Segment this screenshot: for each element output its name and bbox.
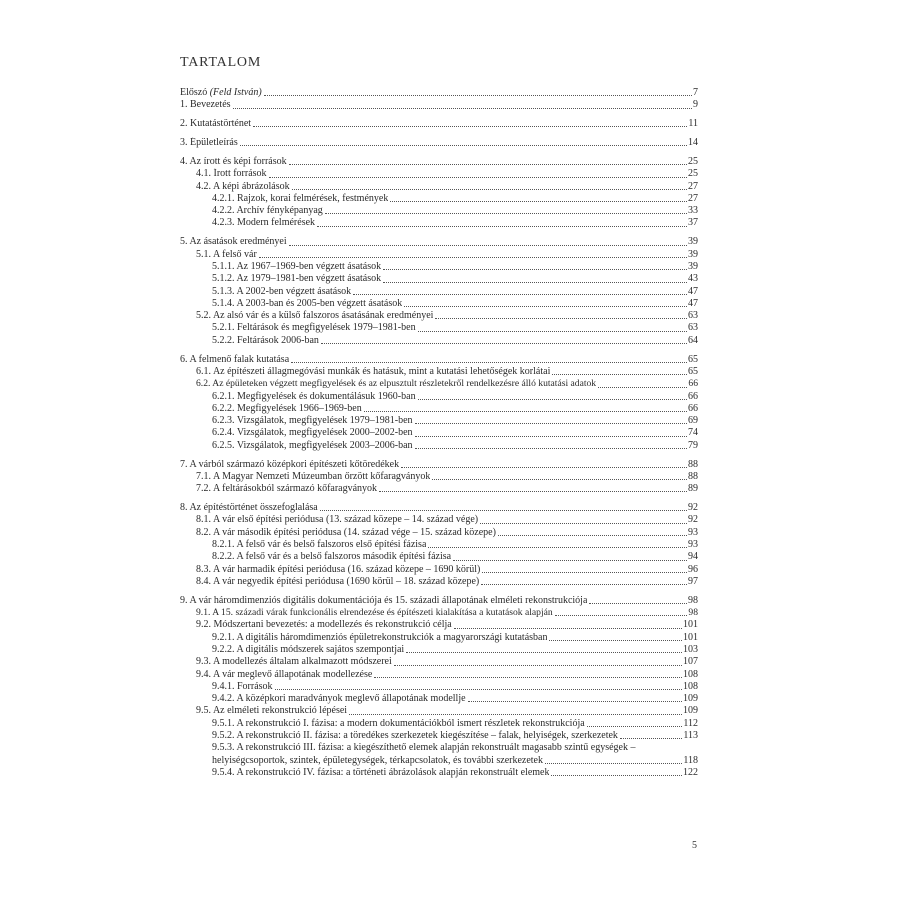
toc-entry-title: 9.2. Módszertani bevezetés: a modellezés és rekonstrukció célja (196, 619, 452, 631)
toc-entry-page: 109 (683, 693, 698, 705)
toc-entry[interactable] (180, 705, 698, 717)
toc-entry-title: 4.2.2. Archív fényképanyag (212, 205, 323, 217)
toc-entry[interactable] (180, 137, 698, 149)
toc-entry-page: 89 (688, 483, 698, 495)
toc-entry-page: 92 (688, 502, 698, 514)
toc-entry-page: 63 (688, 310, 698, 322)
toc-entry[interactable] (180, 730, 698, 742)
toc-entry-title: 8.2.1. A felső vár és belső falszoros első építési fázisa (212, 538, 427, 550)
toc-entry[interactable] (180, 644, 698, 656)
toc-entry[interactable] (180, 471, 698, 483)
toc-entry-page: 14 (688, 137, 698, 149)
toc-entry-page: 7 (693, 87, 698, 98)
toc-entry-title: 4. Az írott és képi források (180, 155, 287, 167)
dot-leader (325, 213, 687, 214)
toc-entry-title: 5.1.4. A 2003-ban és 2005-ben végzett ásatások (212, 297, 403, 309)
dot-leader (415, 436, 687, 437)
toc-entry[interactable] (180, 576, 698, 588)
toc-entry-title: 6.2.1. Megfigyelések és dokumentálásuk 1960-ban (212, 390, 416, 402)
dot-leader (240, 145, 687, 146)
toc-entry-title: 6.2.4. Vizsgálatok, megfigyelések 2000–2002-ben (212, 427, 413, 439)
toc-entry[interactable] (180, 595, 698, 607)
toc-entry[interactable] (180, 767, 698, 779)
toc-entry-title: 8.1. A vár első építési periódusa (13. század közepe – 14. század vége) (196, 514, 479, 526)
toc-entry-title: 9.2.1. A digitális háromdimenziós épületrekonstrukciók a magyarországi kutatásban (212, 631, 548, 643)
dot-leader (404, 306, 687, 307)
toc-entry-page: 109 (683, 705, 698, 717)
dot-leader (468, 701, 682, 702)
toc-entry-line (180, 742, 698, 754)
toc-entry[interactable] (180, 693, 698, 705)
toc-entry-page: 65 (688, 353, 698, 365)
dot-leader (317, 226, 687, 227)
toc-entry-title: 6.2. Az épületeken végzett megfigyelések és az elpusztult részletekről rendelkezésre álló kutatási adatok (196, 378, 597, 390)
dot-leader (418, 399, 687, 400)
dot-leader (480, 523, 687, 524)
dot-leader (551, 775, 682, 776)
toc-entry-page: 63 (688, 322, 698, 334)
toc-entry-page: 118 (683, 754, 698, 766)
toc-entry[interactable] (180, 236, 698, 248)
dot-leader (415, 423, 687, 424)
toc-entry-title: 3. Épületleírás (180, 137, 238, 149)
toc-entry-title: 9.3. A modellezés általam alkalmazott módszerei (196, 656, 392, 668)
toc-entry[interactable] (180, 514, 698, 526)
toc-entry[interactable] (180, 168, 698, 180)
dot-leader (454, 628, 682, 629)
dot-leader (482, 572, 687, 573)
dot-leader (418, 331, 687, 332)
toc-entry-title: 2. Kutatástörténet (180, 118, 252, 130)
toc-entry-title: 4.2.3. Modern felmérések (212, 217, 316, 229)
toc-entry[interactable] (180, 286, 698, 298)
toc-entry-page: 98 (688, 607, 698, 619)
toc-entry-page: 97 (688, 575, 698, 587)
page-heading: TARTALOM (180, 55, 262, 70)
toc-entry-page: 122 (683, 766, 698, 778)
toc-entry[interactable] (180, 249, 698, 261)
dot-leader (498, 535, 687, 536)
dot-leader (435, 318, 687, 319)
toc-entry[interactable] (180, 273, 698, 285)
toc-entry[interactable] (180, 217, 698, 229)
toc-entry-page: 88 (688, 470, 698, 482)
dot-leader (549, 640, 682, 641)
toc-entry-page: 94 (688, 551, 698, 563)
toc-entry[interactable] (180, 261, 698, 273)
dot-leader (291, 362, 687, 363)
toc-entry-title: 8.3. A vár harmadik építési periódusa (16. század közepe – 1690 körül) (196, 563, 481, 575)
toc-entry-title: 5.1. A felső vár (196, 248, 257, 260)
toc-entry[interactable] (180, 502, 698, 514)
toc-entry[interactable] (180, 656, 698, 668)
toc-entry-page: 79 (688, 439, 698, 451)
page-number: 5 (692, 840, 697, 851)
toc-entry-title: 7. A várból származó középkori építészeti kőtöredékek (180, 458, 400, 470)
toc-entry[interactable] (180, 527, 698, 539)
toc-entry[interactable] (180, 607, 698, 619)
toc-entry-title: 9.5.4. A rekonstrukció IV. fázisa: a történeti ábrázolások alapján rekonstruált elemek (212, 766, 550, 778)
toc-entry[interactable] (180, 440, 698, 452)
toc-entry[interactable] (180, 755, 698, 767)
toc-entry[interactable] (180, 205, 698, 217)
toc-entry[interactable] (180, 669, 698, 681)
toc-entry-page: 47 (688, 297, 698, 309)
toc-entry-title: 4.2.1. Rajzok, korai felmérések, festmények (212, 192, 389, 204)
dot-leader (598, 387, 687, 388)
toc-entry[interactable] (180, 310, 698, 322)
toc-entry-page: 47 (688, 285, 698, 297)
toc-entry[interactable] (180, 87, 698, 99)
dot-leader (349, 714, 682, 715)
dot-leader (587, 726, 683, 727)
toc-entry-title: 9.5. Az elméleti rekonstrukció lépései (196, 705, 348, 717)
toc-entry-page: 25 (688, 155, 698, 167)
toc-entry[interactable] (180, 718, 698, 730)
toc-entry-page: 93 (688, 538, 698, 550)
toc-entry-title: 5.1.2. Az 1979–1981-ben végzett ásatások (212, 273, 382, 285)
toc-entry-title: 5.2. Az alsó vár és a külső falszoros ásatásának eredményei (196, 310, 434, 322)
toc-entry-page: 108 (683, 668, 698, 680)
toc-entry-title: 5.1.1. Az 1967–1969-ben végzett ásatások (212, 260, 382, 272)
toc-entry-title: 9.4. A vár meglevő állapotának modellezése (196, 668, 373, 680)
toc-entry-page: 98 (688, 594, 698, 606)
toc-entry-page: 88 (688, 458, 698, 470)
toc-entry[interactable] (180, 427, 698, 439)
dot-leader (269, 177, 687, 178)
dot-leader (292, 189, 687, 190)
dot-leader (406, 652, 682, 653)
dot-leader (401, 467, 687, 468)
toc-entry-page: 69 (688, 415, 698, 427)
toc-entry[interactable] (180, 403, 698, 415)
dot-leader (552, 374, 687, 375)
toc-entry-page: 39 (688, 260, 698, 272)
toc-entry-title: helyiségcsoportok, szintek, épületegységek, térkapcsolatok, és további szerkezetek (212, 754, 543, 766)
toc-entry[interactable] (180, 354, 698, 366)
toc-entry-page: 37 (688, 217, 698, 229)
toc-entry-page: 74 (688, 427, 698, 439)
dot-leader (289, 245, 687, 246)
toc-entry-title: 5.1.3. A 2002-ben végzett ásatások (212, 285, 352, 297)
toc-entry[interactable] (180, 156, 698, 168)
toc-entry[interactable] (180, 483, 698, 495)
toc-entry-page: 66 (688, 402, 698, 414)
dot-leader (320, 510, 687, 511)
dot-leader (379, 491, 687, 492)
table-of-contents (180, 87, 698, 779)
toc-entry-title: 7.1. A Magyar Nemzeti Múzeumban őrzött kőfaragványok (196, 470, 431, 482)
toc-entry-page: 101 (683, 619, 698, 631)
toc-entry[interactable] (180, 99, 698, 111)
dot-leader (394, 665, 682, 666)
toc-entry-title: 5. Az ásatások eredményei (180, 236, 287, 248)
toc-entry-page: 93 (688, 526, 698, 538)
toc-entry-title: 6.2.2. Megfigyelések 1966–1969-ben (212, 402, 362, 414)
toc-entry-page: 103 (683, 643, 698, 655)
dot-leader (264, 95, 692, 96)
dot-leader (383, 269, 687, 270)
toc-entry[interactable] (180, 632, 698, 644)
toc-entry[interactable] (180, 378, 698, 390)
dot-leader (390, 201, 687, 202)
toc-entry-page: 43 (688, 273, 698, 285)
dot-leader (555, 615, 688, 616)
toc-entry-page: 101 (683, 631, 698, 643)
toc-entry-page: 27 (688, 192, 698, 204)
toc-entry-title: 9.1. A 15. századi várak funkcionális elrendezése és építészeti kialakítása a kutatások alapján (196, 607, 553, 619)
toc-entry-title: 7.2. A feltárásokból származó kőfaragványok (196, 483, 378, 495)
dot-leader (289, 164, 687, 165)
toc-entry[interactable] (180, 681, 698, 693)
toc-entry-page: 64 (688, 334, 698, 346)
dot-leader (620, 738, 682, 739)
toc-entry-title: 5.2.1. Feltárások és megfigyelések 1979–1981-ben (212, 322, 416, 334)
toc-entry[interactable] (180, 619, 698, 631)
toc-entry-page: 108 (683, 680, 698, 692)
toc-entry-title: 8.4. A vár negyedik építési periódusa (1690 körül – 18. század közepe) (196, 575, 480, 587)
toc-entry-page: 113 (683, 730, 698, 741)
toc-entry-page: 107 (683, 656, 698, 668)
toc-entry-title: 8.2. A vár második építési periódusa (14. század vége – 15. század közepe) (196, 526, 496, 538)
dot-leader (364, 411, 687, 412)
dot-leader (275, 689, 682, 690)
toc-entry-page: 65 (688, 365, 698, 377)
toc-entry[interactable] (180, 193, 698, 205)
toc-entry-title: 6.2.3. Vizsgálatok, megfigyelések 1979–1981-ben (212, 415, 413, 427)
toc-entry-page: 33 (688, 205, 698, 217)
dot-leader (233, 108, 692, 109)
dot-leader (428, 547, 687, 548)
toc-entry-title: 9.5.3. A rekonstrukció III. fázisa: a kiegészíthető elemek alapján rekonstruált magasabb szintű egységek – (212, 742, 636, 754)
toc-entry[interactable] (180, 539, 698, 551)
toc-entry-page: 112 (683, 717, 698, 729)
toc-entry[interactable] (180, 118, 698, 130)
toc-entry-page: 92 (688, 514, 698, 526)
toc-entry[interactable] (180, 415, 698, 427)
dot-leader (259, 257, 687, 258)
toc-entry-title: 9. A vár háromdimenziós digitális dokumentációja és 15. századi állapotának elméleti rekonstrukciója (180, 594, 588, 606)
toc-entry[interactable] (180, 366, 698, 378)
toc-entry-title: Előszó (Feld István) (180, 87, 262, 98)
toc-entry[interactable] (180, 551, 698, 563)
toc-entry[interactable] (180, 459, 698, 471)
toc-entry-page: 25 (688, 168, 698, 180)
dot-leader (415, 448, 687, 449)
toc-entry-page: 27 (688, 180, 698, 192)
toc-entry-page: 66 (688, 378, 698, 390)
toc-entry-title: 1. Bevezetés (180, 99, 231, 111)
toc-entry[interactable] (180, 335, 698, 347)
dot-leader (545, 763, 682, 764)
dot-leader (374, 677, 682, 678)
toc-entry-title: 4.1. Írott források (196, 168, 267, 180)
toc-entry[interactable] (180, 564, 698, 576)
dot-leader (481, 584, 687, 585)
toc-entry-page: 11 (688, 118, 698, 130)
toc-entry-title: 9.4.2. A középkori maradványok meglevő állapotának modellje (212, 693, 466, 705)
toc-entry[interactable] (180, 298, 698, 310)
toc-entry-title: 5.2.2. Feltárások 2006-ban (212, 334, 319, 346)
toc-entry[interactable] (180, 391, 698, 403)
toc-entry-title: 8.2.2. A felső vár és a belső falszoros második építési fázisa (212, 551, 452, 563)
toc-entry-page: 39 (688, 248, 698, 260)
toc-entry-title: 6.1. Az építészeti állagmegóvási munkák és hatásuk, mint a kutatási lehetőségek korlátai (196, 365, 551, 377)
dot-leader (383, 282, 687, 283)
dot-leader (353, 294, 687, 295)
toc-entry-page: 96 (688, 563, 698, 575)
toc-entry-page: 9 (693, 99, 698, 111)
toc-entry-title: 9.5.1. A rekonstrukció I. fázisa: a modern dokumentációkból ismert részletek rekonstrukciója (212, 717, 585, 729)
toc-entry-title: 4.2. A képi ábrázolások (196, 180, 290, 192)
toc-entry-page: 39 (688, 236, 698, 248)
toc-entry-title: 9.2.2. A digitális módszerek sajátos szempontjai (212, 643, 405, 655)
dot-leader (589, 603, 687, 604)
dot-leader (321, 343, 687, 344)
toc-entry-title: 9.4.1. Források (212, 680, 273, 692)
toc-entry[interactable] (180, 181, 698, 193)
toc-entry-title: 6.2.5. Vizsgálatok, megfigyelések 2003–2006-ban (212, 439, 413, 451)
toc-entry-title: 9.5.2. A rekonstrukció II. fázisa: a töredékes szerkezetek kiegészítése – falak, helyiségek, szerkezetek (212, 730, 618, 741)
dot-leader (432, 479, 687, 480)
toc-entry-title: 6. A felmenő falak kutatása (180, 353, 290, 365)
dot-leader (253, 126, 687, 127)
toc-entry[interactable] (180, 322, 698, 334)
toc-entry-title: 8. Az építéstörténet összefoglalása (180, 502, 318, 514)
toc-entry-page: 66 (688, 390, 698, 402)
dot-leader (453, 560, 687, 561)
